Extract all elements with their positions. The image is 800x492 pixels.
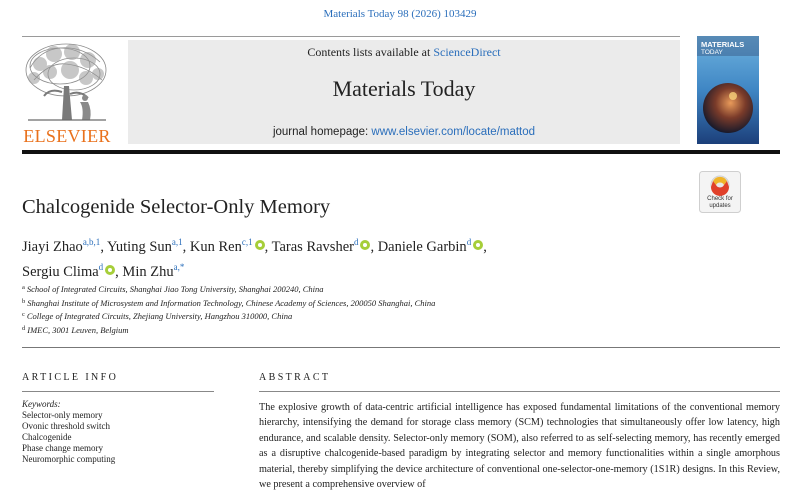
- orcid-icon[interactable]: [473, 240, 483, 250]
- header-rule-bottom: [22, 150, 780, 154]
- abstract-heading: ABSTRACT: [259, 372, 331, 383]
- check-for-updates-line2: updates: [709, 202, 731, 209]
- check-for-updates-label: [699, 196, 741, 209]
- author-affiliation-ref[interactable]: d: [466, 237, 472, 247]
- author-affiliation-ref[interactable]: a,1: [171, 237, 183, 247]
- abstract-rule: [259, 391, 780, 392]
- keywords-block: [22, 399, 115, 465]
- article-title: Chalcogenide Selector-Only Memory: [22, 196, 331, 218]
- affiliation-list: [22, 282, 435, 336]
- article-info-heading: ARTICLE INFO: [22, 372, 119, 383]
- affiliation-text: School of Integrated Circuits, Shanghai Jiao Tong University, Shanghai 200240, China: [26, 284, 324, 294]
- author-separator: ,: [182, 239, 190, 255]
- author-list: [22, 232, 722, 282]
- orcid-icon[interactable]: [105, 265, 115, 275]
- contents-line: [128, 45, 680, 60]
- author-separator: ,: [100, 239, 108, 255]
- homepage-prefix: journal homepage:: [272, 126, 372, 138]
- affiliation-letter: d: [22, 324, 26, 332]
- article-info-rule: [22, 391, 214, 392]
- keyword-item: Phase change memory: [22, 443, 103, 453]
- orcid-icon[interactable]: [360, 240, 370, 250]
- author-garbin[interactable]: [378, 239, 483, 255]
- cover-subtitle: TODAY: [701, 49, 723, 56]
- author-name: Yuting Sun: [107, 239, 172, 255]
- header-rule-top: [22, 36, 680, 37]
- author-ren[interactable]: [190, 239, 265, 255]
- journal-homepage: [128, 126, 680, 138]
- keyword-item: Selector-only memory: [22, 410, 103, 420]
- keyword-item: Chalcogenide: [22, 432, 72, 442]
- affiliation-item: [22, 323, 435, 337]
- section-divider: [22, 347, 780, 348]
- author-separator: ,: [483, 239, 487, 255]
- affiliation-text: IMEC, 3001 Leuven, Belgium: [27, 324, 129, 335]
- keyword-item: Neuromorphic computing: [22, 454, 116, 464]
- abstract-text: The explosive growth of data-centric artificial intelligence has exposed fundamental limitations of the conventional memory hierarchy, intensifying the demand for storage class memory (SCM) technologies that simultaneously offer low latency, high endurance, and scalable density. Selector-only memory (SOM), also referred to as self-selecting memory, has recently emerged as a disruptive chalcogenide-based paradigm by integrating selector and memory functionalities within a single amorphous material, thereby simplifying the device architecture of conventional one-selector-one-memory (1S1R) designs. In this Review, we present a comprehensive overview of: [259, 402, 780, 491]
- affiliation-item: [22, 309, 435, 323]
- author-zhao[interactable]: [22, 239, 100, 255]
- affiliation-letter: a: [22, 284, 25, 291]
- orcid-icon[interactable]: [255, 240, 265, 250]
- journal-title[interactable]: Materials Today: [332, 76, 476, 101]
- check-for-updates-icon[interactable]: [699, 171, 741, 213]
- affiliation-text: College of Integrated Circuits, Zhejiang University, Hangzhou 310000, China: [26, 311, 293, 321]
- author-clima[interactable]: [22, 264, 115, 280]
- publisher-name[interactable]: ELSEVIER: [23, 126, 111, 146]
- author-name: Taras Ravsher: [271, 239, 354, 255]
- affiliation-letter: c: [22, 311, 25, 318]
- author-affiliation-ref[interactable]: d: [98, 262, 104, 272]
- author-ravsher[interactable]: [272, 239, 371, 255]
- homepage-link[interactable]: www.elsevier.com/locate/mattod: [371, 126, 536, 138]
- author-separator: ,: [370, 239, 378, 255]
- affiliation-item: [22, 296, 435, 310]
- journal-cover-image[interactable]: [697, 36, 759, 144]
- author-separator: ,: [115, 264, 123, 280]
- author-sun[interactable]: [107, 239, 183, 255]
- contents-prefix: Contents lists available at: [307, 45, 434, 59]
- keywords-label: Keywords:: [22, 399, 61, 409]
- keyword-item: Ovonic threshold switch: [22, 421, 110, 431]
- journal-header: [128, 40, 680, 144]
- author-separator: ,: [264, 239, 272, 255]
- author-zhu[interactable]: [122, 264, 184, 280]
- check-for-updates-line1: Check for: [707, 196, 733, 202]
- author-name: Jiayi Zhao: [22, 239, 83, 255]
- sciencedirect-link[interactable]: ScienceDirect: [433, 45, 501, 59]
- author-name: Sergiu Clima: [22, 264, 99, 280]
- affiliation-text: Shanghai Institute of Microsystem and Information Technology, Chinese Academy of Sciences, 200050 Shanghai, China: [27, 297, 436, 308]
- author-affiliation-ref[interactable]: a,b,1: [82, 237, 101, 247]
- affiliation-item: [22, 282, 435, 296]
- author-affiliation-ref[interactable]: d: [353, 237, 359, 247]
- cover-title: MATERIALS: [701, 40, 745, 49]
- author-name: Daniele Garbin: [377, 239, 467, 255]
- author-affiliation-ref[interactable]: c,1: [241, 237, 253, 247]
- author-affiliation-ref[interactable]: a,*: [173, 262, 185, 272]
- citation-line[interactable]: Materials Today 98 (2026) 103429: [323, 8, 477, 20]
- author-name: Min Zhu: [122, 264, 174, 280]
- author-name: Kun Ren: [189, 239, 242, 255]
- affiliation-letter: b: [22, 297, 26, 305]
